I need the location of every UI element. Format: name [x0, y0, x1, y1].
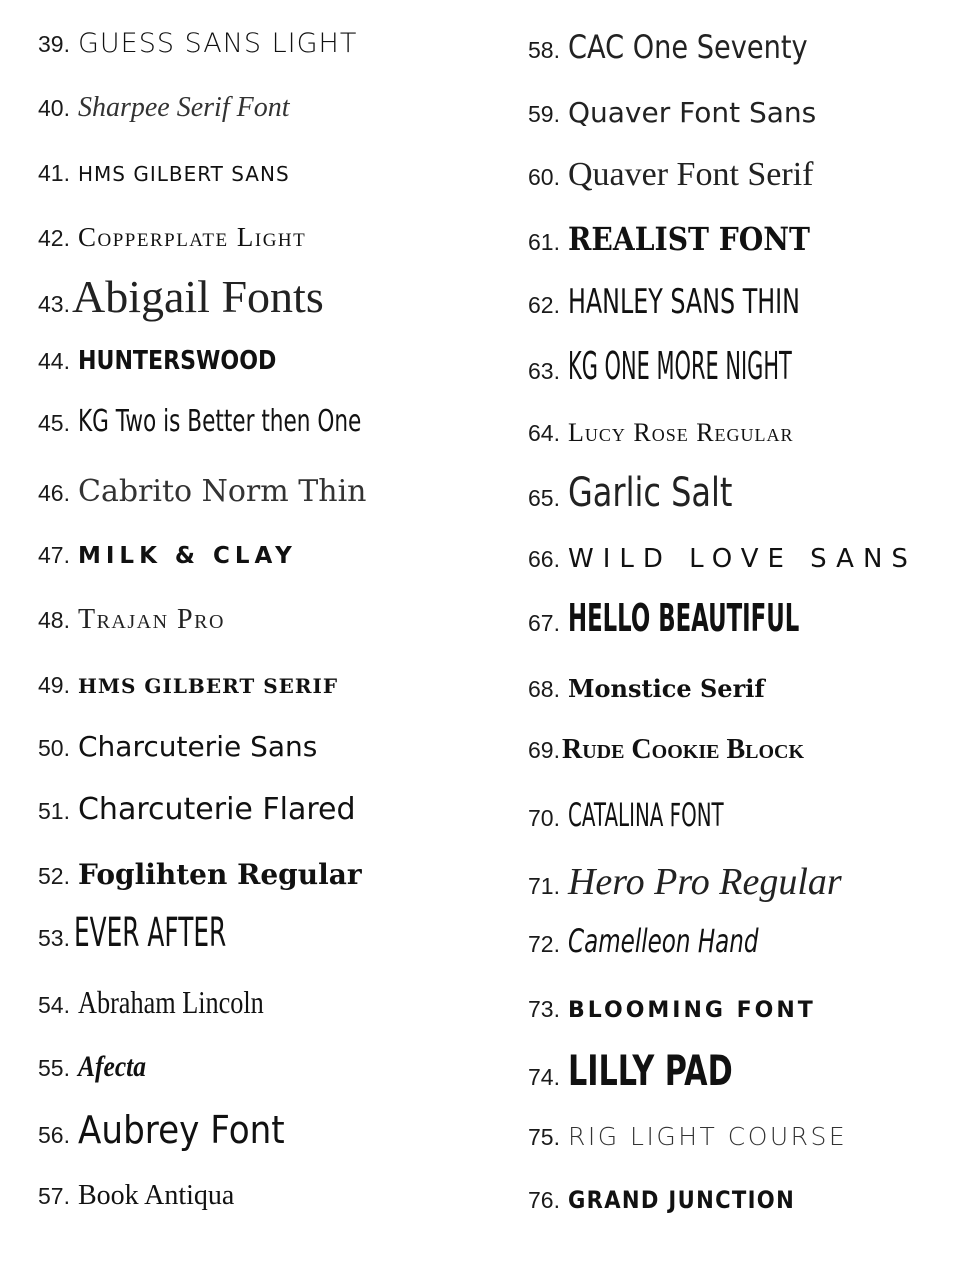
font-name: CAC One Seventy: [567, 28, 808, 66]
item-number: 68.: [528, 676, 560, 702]
font-item: [38, 1050, 158, 1084]
item-number: 48.: [38, 607, 70, 633]
font-item: [38, 984, 305, 1021]
font-item: [38, 222, 306, 253]
font-name: Aubrey Font: [77, 1108, 285, 1152]
font-name: Lucy Rose Regular: [567, 418, 794, 447]
item-number: 39.: [38, 31, 70, 57]
font-name: Cabrito Norm Thin: [77, 474, 367, 509]
font-name: HELLO BEAUTIFUL: [567, 596, 800, 640]
font-item: [38, 1108, 308, 1152]
item-number: 70.: [528, 805, 560, 831]
font-item: [38, 474, 367, 509]
font-item: [38, 92, 290, 124]
item-number: 55.: [38, 1055, 70, 1081]
item-number: 76.: [528, 1187, 560, 1213]
font-name: GUESS SANS LIGHT: [77, 28, 358, 59]
item-number: 71.: [528, 873, 560, 899]
font-item: [528, 596, 953, 640]
font-item: [38, 910, 320, 956]
font-name: Monstice Serif: [567, 674, 765, 703]
font-name: Sharpee Serif Font: [77, 92, 290, 123]
item-number: 73.: [528, 996, 560, 1022]
font-name: WILD LOVE SANS: [567, 544, 917, 574]
font-name: BLOOMING FONT: [567, 998, 816, 1023]
item-number: 67.: [528, 610, 560, 636]
font-item: [528, 544, 917, 574]
font-name: KG ONE MORE NIGHT: [567, 344, 792, 388]
font-item: [528, 796, 819, 834]
font-item: [528, 282, 899, 322]
font-item: [38, 404, 472, 439]
item-number: 45.: [38, 410, 70, 436]
item-number: 44.: [38, 348, 70, 374]
item-number: 42.: [38, 225, 70, 251]
font-item: [38, 160, 290, 187]
font-name: KG Two is Better then One: [77, 404, 362, 439]
font-item: [528, 156, 814, 194]
font-item: [528, 674, 765, 703]
font-name: Rude Cookie Block: [561, 734, 805, 765]
font-name: Garlic Salt: [567, 470, 733, 516]
item-number: 65.: [528, 485, 560, 511]
font-item: [528, 1186, 826, 1214]
font-item: [38, 672, 338, 699]
font-name: MILK & CLAY: [77, 543, 297, 569]
font-name: Foglihten Regular: [77, 858, 362, 891]
font-name: Charcuterie Flared: [77, 792, 356, 827]
item-number: 74.: [528, 1064, 560, 1090]
font-name: Abigail Fonts: [71, 271, 324, 322]
font-name: HMS GILBERT SANS: [77, 162, 290, 186]
font-item: [528, 418, 794, 448]
font-name: CATALINA FONT: [567, 796, 724, 834]
font-item: [528, 220, 843, 258]
font-item: [528, 96, 816, 129]
font-item: [528, 1046, 797, 1095]
item-number: 75.: [528, 1124, 560, 1150]
font-item: [38, 346, 311, 376]
font-name: RIG LIGHT COURSE: [567, 1122, 848, 1151]
item-number: 62.: [528, 292, 560, 318]
font-name: Quaver Font Sans: [567, 96, 817, 129]
item-number: 63.: [528, 358, 560, 384]
font-name: Book Antiqua: [77, 1180, 235, 1211]
font-item: [528, 996, 816, 1023]
font-name: Quaver Font Serif: [567, 156, 814, 193]
item-number: 40.: [38, 95, 70, 121]
font-name: Abraham Lincoln: [77, 984, 264, 1020]
item-number: 66.: [528, 546, 560, 572]
font-name: Charcuterie Sans: [77, 730, 318, 763]
item-number: 59.: [528, 101, 560, 127]
font-name: Afecta: [77, 1050, 146, 1083]
font-name: LILLY PAD: [567, 1046, 733, 1095]
item-number: 64.: [528, 420, 560, 446]
font-name: HANLEY SANS THIN: [567, 282, 800, 322]
font-item: [528, 860, 842, 904]
font-item: [38, 542, 297, 569]
item-number: 58.: [528, 37, 560, 63]
font-name: EVER AFTER: [73, 910, 227, 956]
font-item: [38, 270, 324, 323]
item-number: 49.: [38, 672, 70, 698]
item-number: 53.: [38, 925, 70, 951]
item-number: 43.: [38, 291, 70, 317]
item-number: 41.: [38, 160, 70, 186]
item-number: 51.: [38, 798, 70, 824]
font-name: Camelleon Hand: [567, 922, 759, 960]
item-number: 60.: [528, 164, 560, 190]
font-name: Hero Pro Regular: [567, 861, 842, 903]
font-item: [528, 1122, 847, 1151]
font-item: [38, 792, 356, 827]
font-name: REALIST FONT: [567, 220, 810, 258]
font-item: [528, 28, 850, 66]
item-number: 61.: [528, 229, 560, 255]
item-number: 47.: [38, 542, 70, 568]
font-name: HUNTERSWOOD: [77, 346, 277, 376]
item-number: 50.: [38, 735, 70, 761]
font-item: [38, 604, 225, 636]
font-item: [38, 1180, 234, 1212]
item-number: 72.: [528, 931, 560, 957]
item-number: 52.: [38, 863, 70, 889]
item-number: 54.: [38, 992, 70, 1018]
font-name: Trajan Pro: [77, 604, 225, 635]
font-item: [38, 858, 362, 891]
font-name: HMS GILBERT SERIF: [77, 674, 339, 698]
item-number: 69.: [528, 737, 560, 763]
font-name: Copperplate Light: [77, 222, 307, 252]
font-item: [528, 734, 804, 766]
item-number: 46.: [38, 480, 70, 506]
font-item: [528, 344, 975, 388]
font-item: [528, 470, 774, 516]
item-number: 56.: [38, 1122, 70, 1148]
font-item: [528, 922, 833, 960]
font-name: GRAND JUNCTION: [567, 1186, 796, 1214]
font-item: [38, 730, 317, 763]
font-item: [38, 28, 357, 59]
item-number: 57.: [38, 1183, 70, 1209]
